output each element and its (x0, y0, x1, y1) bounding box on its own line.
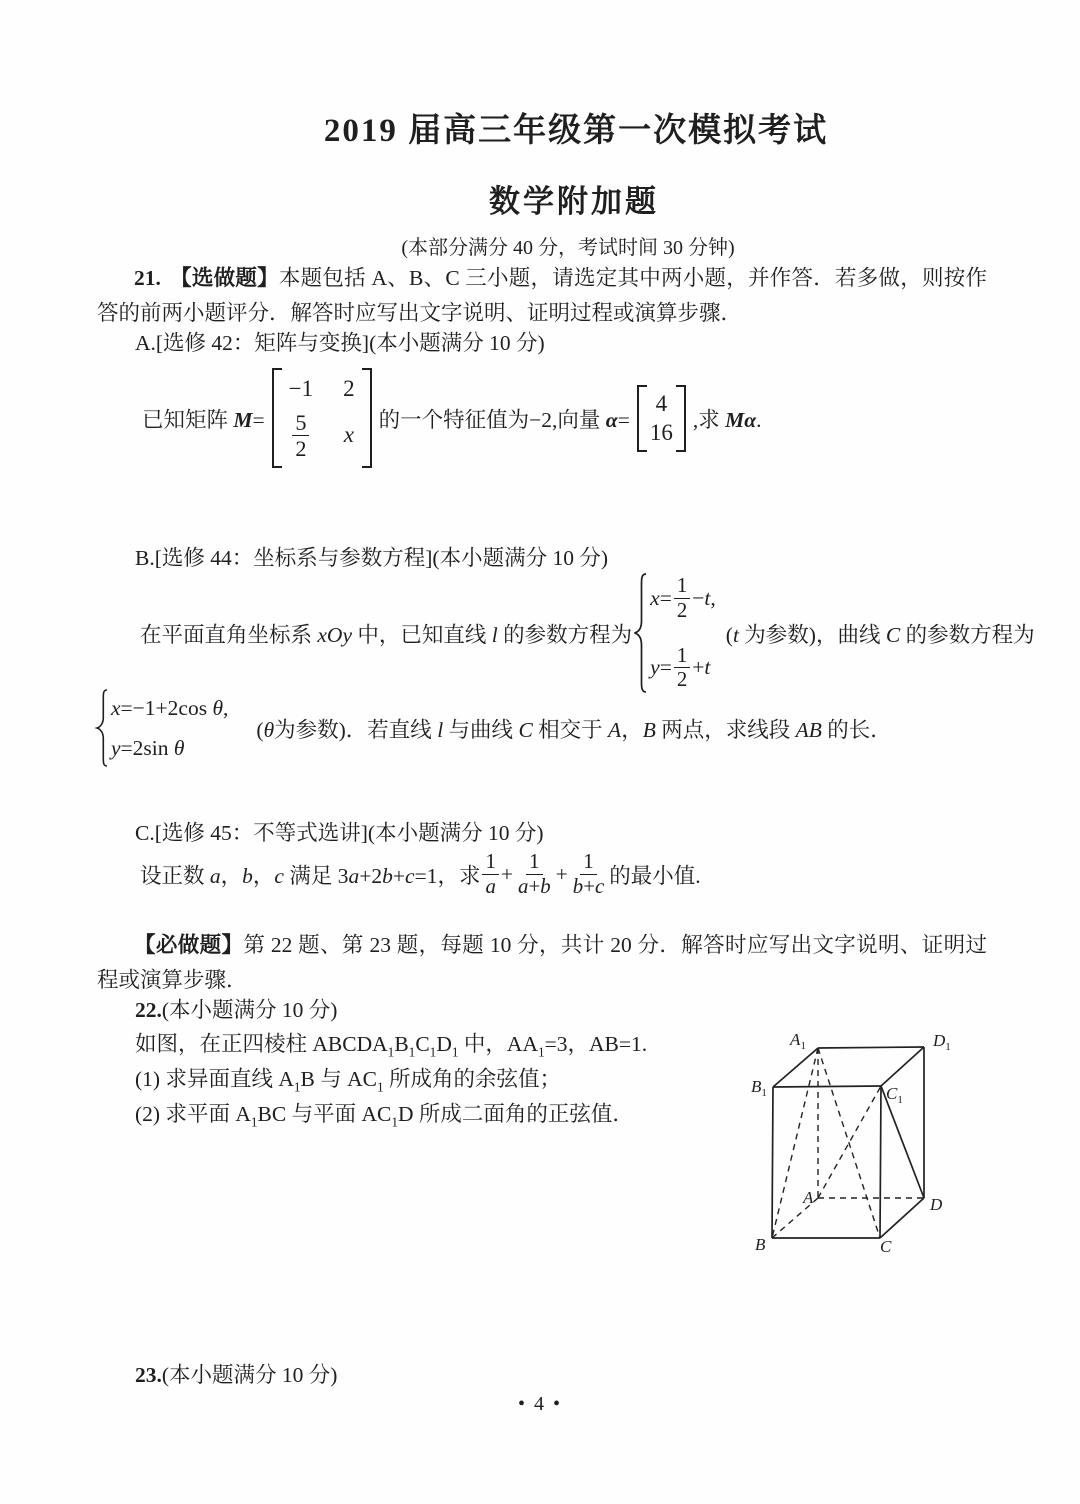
equation-y-of-t: y= $\frac{1}{2}$ +t (650, 643, 711, 692)
q22-statement: 如图，在正四棱柱 $ABCDA_1B_1C_1D_1$ 中，$AA_1=3$，AB=1. (135, 1032, 648, 1060)
section-c-tail-text: 的最小值. (609, 863, 701, 888)
q23-number: 23. (135, 1363, 162, 1387)
edge-CD (880, 1198, 924, 1238)
q22-item-1: (1) 求异面直线 $A_1B$ 与 $AC_1$ 所成角的余弦值； (135, 1067, 562, 1095)
equation-y-of-theta: y =2sin θ (111, 735, 185, 760)
matrix-entry-12: 2 (343, 375, 355, 401)
equation-x-of-theta: x =−1+2cos θ , (111, 695, 229, 720)
section-b-tail-text: (θ为参数)．若直线 l 与曲线 C 相交于 A，B 两点，求线段 AB 的长． (256, 717, 892, 742)
matrix-M (272, 368, 372, 469)
solid-edges (772, 1047, 924, 1238)
edge-C1C (880, 1086, 881, 1238)
matrix-entry-21-fraction: 5 2 (292, 410, 309, 461)
q21-text: 本题包括 A、B、C 三小题，请选定其中两小题，并作答．若多做，则按作答的前两小题评分．解答时应写出文字说明、证明过程或演算步骤． (97, 266, 987, 325)
exam-score-note: (本部分满分 40 分，考试时间 30 分钟) (401, 237, 735, 259)
section-b-line-1 (140, 563, 1035, 703)
matrix-entry-11: −1 (288, 375, 314, 401)
fraction-1-b-plus-c: $\frac{1}{b+c}$ (572, 849, 605, 898)
line-l-parametric-system (632, 572, 716, 694)
vector-entry-2: 16 (649, 419, 673, 445)
vertex-label-C1: $C_1$ (886, 1084, 903, 1106)
section-b-line-2 (95, 684, 892, 772)
section-b-lead-text: 在平面直角坐标系 xOy 中，已知直线 l 的参数方程为 (140, 622, 633, 647)
left-brace-icon (95, 688, 109, 768)
edge-dashed-A1B (772, 1048, 818, 1238)
section-b-heading: B.[选修 44：坐标系与参数方程](本小题满分 10 分) (135, 546, 608, 570)
edge-dashed-AC1 (818, 1086, 881, 1198)
left-brace-icon (632, 572, 648, 694)
fraction-1-2: $\frac{1}{2}$ (674, 644, 690, 692)
question-21-intro (97, 261, 987, 331)
edge-C1D1 (881, 1047, 924, 1086)
dashed-edges (772, 1048, 924, 1238)
vertex-label-A1: $A_1$ (790, 1030, 806, 1052)
vertex-labels (751, 1030, 951, 1256)
prism-figure (730, 1020, 970, 1268)
vertex-label-D1: $D_1$ (933, 1031, 951, 1053)
equation-x-of-t: x= $\frac{1}{2}$ −t, (650, 573, 716, 622)
vertex-label-A: A (803, 1188, 814, 1207)
section-c-formula (140, 843, 701, 905)
fraction-1-a-plus-b: $\frac{1}{a+b}$ (518, 849, 551, 898)
vertex-label-B: B (755, 1235, 766, 1254)
must-tag: 【必做题】 (134, 933, 244, 957)
vertex-label-C: C (880, 1237, 892, 1256)
curve-C-parametric-system (95, 688, 228, 768)
page-title: 2019 届高三年级第一次模拟考试 (323, 113, 829, 149)
section-a-formula (142, 366, 761, 470)
mandatory-note (97, 928, 987, 998)
edge-A1D1 (818, 1047, 924, 1048)
section-a-heading: A.[选修 42：矩阵与变换](本小题满分 10 分) (135, 331, 545, 355)
find-Malpha-text: ,求 Mα. (692, 407, 762, 432)
vertex-label-B1: $B_1$ (751, 1077, 767, 1099)
vertex-label-D: D (930, 1195, 943, 1214)
vector-alpha (637, 385, 686, 452)
question-23-heading (135, 1362, 337, 1388)
q22-item-2: (2) 求平面 $A_1BC$ 与平面 $AC_1D$ 所成二面角的正弦值． (135, 1102, 634, 1130)
matrix-entry-22: x (343, 422, 354, 447)
matrix-intro-text: 已知矩阵 M= (142, 407, 265, 432)
q21-number: 21. (134, 266, 161, 290)
fraction-1-a: 1 a (482, 850, 498, 898)
q23-score: (本小题满分 10 分) (161, 1363, 338, 1387)
vector-entry-1: 4 (655, 390, 668, 416)
q22-score: (本小题满分 10 分) (161, 998, 338, 1022)
edge-B1C1 (773, 1086, 881, 1087)
page-subtitle: 数学附加题 (489, 184, 659, 219)
eigenvalue-text: 的一个特征值为−2,向量 α= (378, 407, 630, 432)
section-c-heading: C.[选修 45：不等式选讲](本小题满分 10 分) (135, 821, 544, 845)
edge-B1A1 (773, 1048, 818, 1087)
section-b-mid-text: (t 为参数)，曲线 C 的参数方程为 (725, 622, 1035, 647)
edge-dashed-A1C (818, 1048, 880, 1238)
q21-tag: 【选做题】 (169, 266, 279, 290)
question-22-heading (135, 997, 337, 1023)
plus-sign: + (500, 861, 514, 886)
must-text: 第 22 题、第 23 题，每题 10 分，共计 20 分．解答时应写出文字说明、证明过程或演算步骤． (97, 933, 987, 992)
edge-B1B (772, 1087, 773, 1238)
plus-sign: + (555, 861, 568, 886)
page-number: • 4 • (517, 1393, 562, 1415)
q22-number: 22. (135, 998, 162, 1022)
section-c-lead-text: 设正数 a，b，c 满足 3a+2b+c=1，求 (140, 863, 481, 888)
fraction-1-2: $\frac{1}{2}$ (674, 574, 690, 622)
